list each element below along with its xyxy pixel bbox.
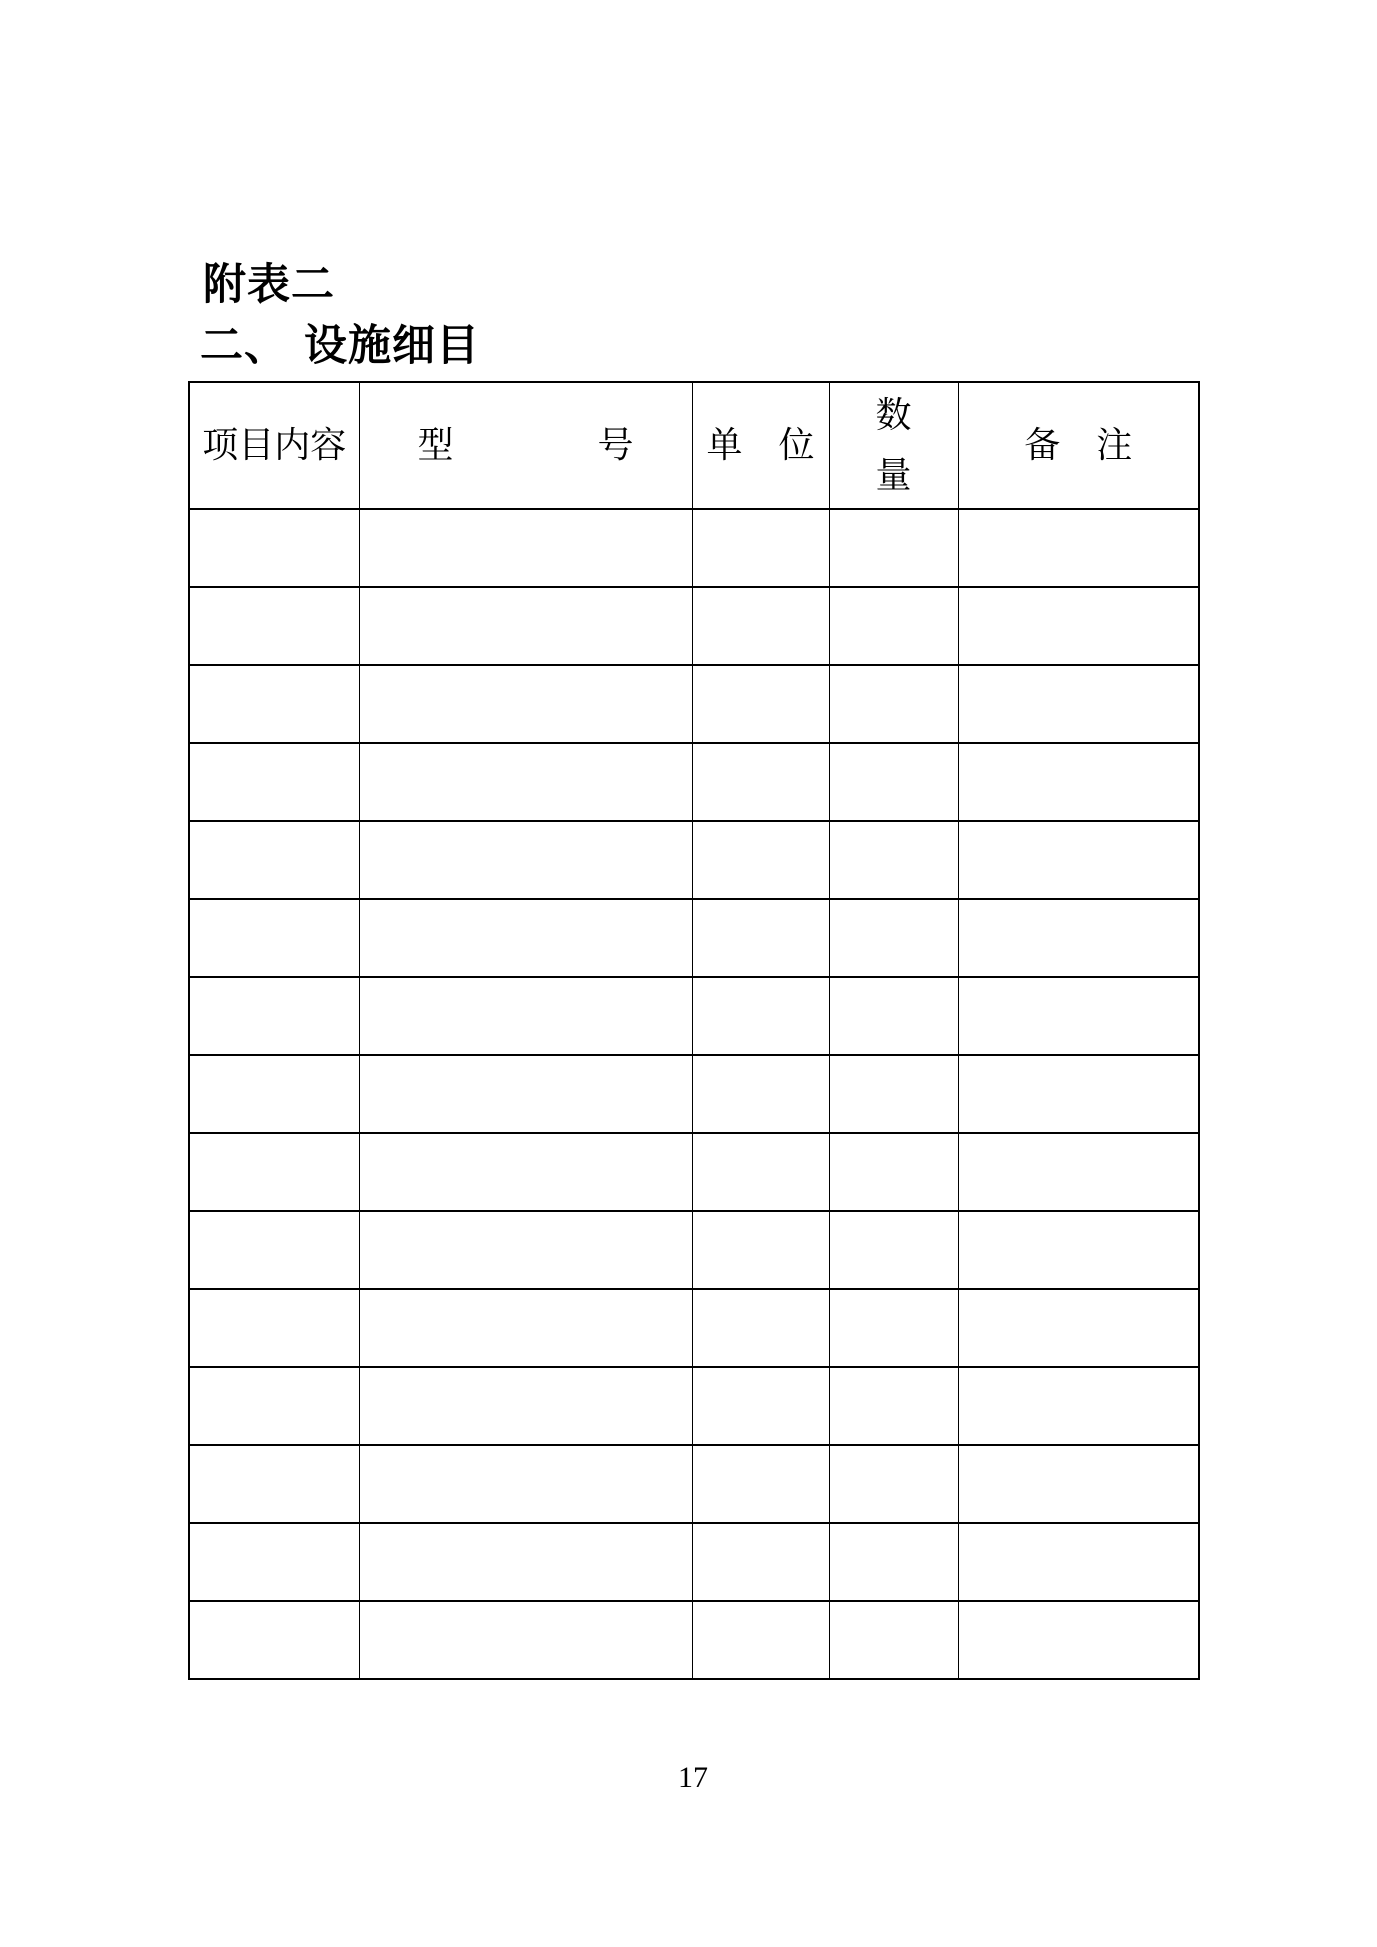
- table-cell: [189, 977, 359, 1055]
- column-header-unit: [692, 382, 829, 509]
- table-cell: [958, 1289, 1199, 1367]
- table-cell: [692, 1289, 829, 1367]
- table-cell: [958, 587, 1199, 665]
- table-cell: [829, 1055, 958, 1133]
- table-row: [189, 1523, 1199, 1601]
- table-cell: [692, 977, 829, 1055]
- column-header-remarks: [958, 382, 1199, 509]
- table-cell: [692, 1445, 829, 1523]
- table-cell: [359, 509, 692, 587]
- table-cell: [829, 587, 958, 665]
- table-cell: [692, 821, 829, 899]
- table-cell: [359, 899, 692, 977]
- table-cell: [958, 1133, 1199, 1211]
- table-row: [189, 509, 1199, 587]
- table-cell: [359, 1445, 692, 1523]
- table-cell: [359, 1289, 692, 1367]
- table-cell: [958, 1055, 1199, 1133]
- table-cell: [958, 743, 1199, 821]
- column-header-unit-label: 单 位: [706, 424, 815, 466]
- table-cell: [359, 1133, 692, 1211]
- table-cell: [829, 1445, 958, 1523]
- column-header-quantity: [829, 382, 958, 509]
- table-cell: [359, 821, 692, 899]
- table-cell: [692, 899, 829, 977]
- table-cell: [829, 1367, 958, 1445]
- table-cell: [189, 509, 359, 587]
- table-cell: [829, 1211, 958, 1289]
- table-cell: [829, 1133, 958, 1211]
- column-header-quantity-label: 数量: [875, 395, 912, 496]
- table-cell: [829, 821, 958, 899]
- table-cell: [359, 977, 692, 1055]
- table-cell: [189, 587, 359, 665]
- table-cell: [829, 743, 958, 821]
- column-header-item: [189, 382, 359, 509]
- table-cell: [189, 1367, 359, 1445]
- appendix-title: 附表二: [203, 260, 335, 310]
- table-cell: [958, 1367, 1199, 1445]
- facilities-table: [188, 381, 1200, 1680]
- table-cell: [958, 509, 1199, 587]
- table-cell: [189, 1055, 359, 1133]
- table-cell: [189, 899, 359, 977]
- table-row: [189, 1289, 1199, 1367]
- table-cell: [958, 821, 1199, 899]
- table-cell: [189, 1133, 359, 1211]
- table-cell: [692, 743, 829, 821]
- table-body: [189, 509, 1199, 1679]
- table-cell: [189, 743, 359, 821]
- column-header-item-label: 项目内容: [202, 424, 347, 466]
- table-cell: [189, 1523, 359, 1601]
- table-cell: [692, 1601, 829, 1679]
- table-cell: [189, 821, 359, 899]
- table-cell: [189, 665, 359, 743]
- table-row: [189, 743, 1199, 821]
- table-cell: [189, 1211, 359, 1289]
- table-cell: [829, 899, 958, 977]
- table-cell: [958, 1445, 1199, 1523]
- table-cell: [829, 509, 958, 587]
- table-row: [189, 1445, 1199, 1523]
- table-cell: [359, 1601, 692, 1679]
- table-cell: [359, 1055, 692, 1133]
- table-row: [189, 977, 1199, 1055]
- table-cell: [692, 1523, 829, 1601]
- section-heading: 二、 设施细目: [200, 321, 480, 371]
- page-number: 17: [678, 1761, 708, 1794]
- table-cell: [692, 1211, 829, 1289]
- table-cell: [692, 1055, 829, 1133]
- table-cell: [692, 1133, 829, 1211]
- table-row: [189, 1367, 1199, 1445]
- table-cell: [359, 1523, 692, 1601]
- column-header-model: [359, 382, 692, 509]
- table-cell: [958, 977, 1199, 1055]
- table-row: [189, 665, 1199, 743]
- table-cell: [958, 899, 1199, 977]
- table-cell: [359, 1211, 692, 1289]
- table-cell: [189, 1289, 359, 1367]
- table-cell: [958, 665, 1199, 743]
- table-cell: [359, 743, 692, 821]
- table-row: [189, 821, 1199, 899]
- table-row: [189, 1055, 1199, 1133]
- table-cell: [829, 1289, 958, 1367]
- table-row: [189, 1133, 1199, 1211]
- table-cell: [958, 1523, 1199, 1601]
- table-cell: [958, 1601, 1199, 1679]
- table-cell: [829, 977, 958, 1055]
- table-cell: [829, 1523, 958, 1601]
- table-row: [189, 1211, 1199, 1289]
- table-cell: [692, 587, 829, 665]
- table-cell: [829, 1601, 958, 1679]
- table-cell: [189, 1445, 359, 1523]
- table-row: [189, 587, 1199, 665]
- table-cell: [359, 587, 692, 665]
- table-row: [189, 1601, 1199, 1679]
- table-cell: [829, 665, 958, 743]
- table-cell: [692, 665, 829, 743]
- table-cell: [359, 1367, 692, 1445]
- table-cell: [189, 1601, 359, 1679]
- table-cell: [692, 509, 829, 587]
- column-header-model-label: 型 号: [417, 424, 634, 466]
- table-cell: [958, 1211, 1199, 1289]
- column-header-remarks-label: 备 注: [1024, 424, 1133, 466]
- table-row: [189, 899, 1199, 977]
- table-cell: [692, 1367, 829, 1445]
- table-header-row: [189, 382, 1199, 509]
- table-cell: [359, 665, 692, 743]
